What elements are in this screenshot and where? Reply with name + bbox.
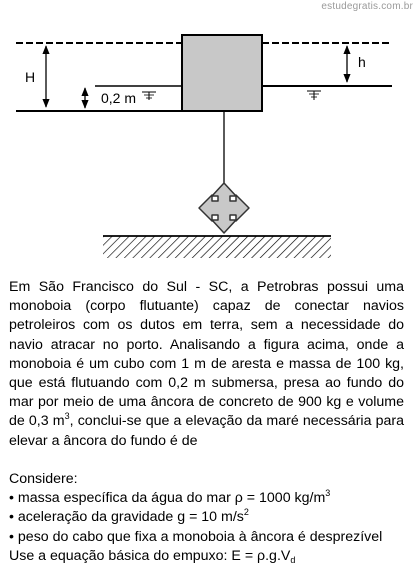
label-H: H — [25, 69, 36, 85]
water-level-symbol-icon — [307, 91, 321, 100]
buoyancy-equation: Use a equação básica do empuxo: $E = \rho.g.V_d$ — [9, 547, 296, 565]
problem-statement: Em São Francisco do Sul - SC, a Petrobras possui uma monoboia (corpo flutuante) capaz de conectar navios petroleiros com os dutos em terra, sem a necessidade do navio atracar no porto. Analisando a figura acima, onde a monoboia é um cubo com 1 m de aresta e massa de 100 kg, que está flutuando com 0,2 m submersa, presa ao fundo do mar por meio de uma âncora de concreto de 900 kg e volume de 0,3 $m^3$, conclui-se que a elevação da maré necessária para elevar a âncora do fundo é de — [9, 279, 404, 449]
watermark: estudegratis.com.br — [321, 1, 413, 12]
considerations — [9, 470, 414, 566]
label-h: h — [358, 54, 366, 70]
buoy-figure — [0, 0, 419, 270]
consideration-gravity: • aceleração da gravidade g = 10 $m/s^2$ — [9, 507, 249, 526]
four-direction-arrow-icon — [199, 183, 249, 233]
hatched-seabed — [103, 236, 331, 258]
considerations-title: Considere: — [9, 471, 78, 487]
consideration-density: • massa específica da água do mar ρ = 1000 $kg/m^3$ — [9, 488, 331, 507]
monobuoy-cube — [182, 35, 262, 111]
label-submersed: 0,2 m — [101, 90, 137, 106]
consideration-cable-weight: • peso do cabo que fixa a monoboia à âncora é desprezível — [9, 528, 383, 545]
water-level-symbol-icon — [142, 92, 156, 100]
